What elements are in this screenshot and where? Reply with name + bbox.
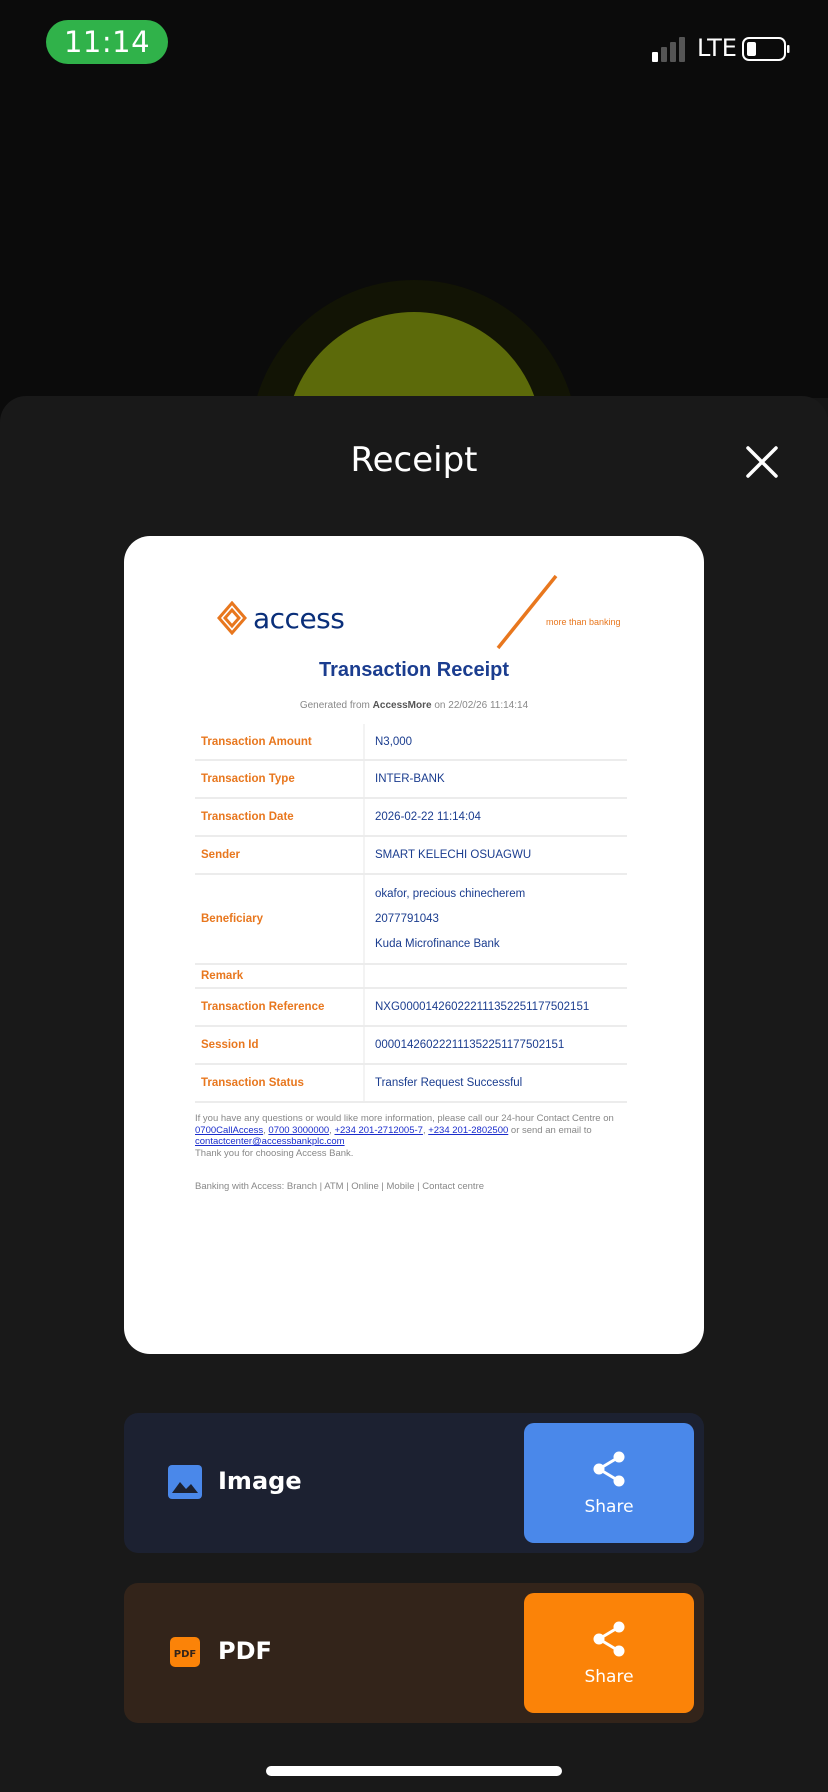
pdf-icon [168, 1635, 202, 1669]
receipt-title: Transaction Receipt [318, 659, 510, 681]
generated-app: AccessMore [372, 700, 432, 711]
row-remark [195, 965, 627, 989]
image-label: Image [218, 1467, 302, 1495]
footer-thanks: Thank you for choosing Access Bank. [195, 1147, 354, 1159]
row-value [365, 965, 627, 987]
brand-name: access [253, 601, 345, 635]
share-pdf-button[interactable] [524, 1593, 694, 1713]
row-label: Transaction Date [195, 799, 365, 835]
row-value [365, 875, 627, 963]
phone-link-2[interactable]: 0700 3000000 [268, 1124, 330, 1136]
row-label: Transaction Type [195, 761, 365, 797]
email-link[interactable]: contactcenter@accessbankplc.com [195, 1136, 345, 1147]
row-label: Transaction Reference [195, 989, 365, 1025]
generated-prefix: Generated from [299, 700, 373, 711]
receipt-footer: If you have any questions or would like more information, please call our 24-hour Contact Centre on 0700CallAccess, 0700 3000000, +234 201-2712005-7, +234 201-2802500 or send an email to contactcenter@accessbankplc.com Thank you for choosing Access Bank. [195, 1113, 614, 1159]
row-value: N3,000 [375, 735, 413, 748]
row-value: Transfer Request Successful [375, 1077, 523, 1089]
row-date [195, 799, 627, 837]
row-sender [195, 837, 627, 875]
beneficiary-account: 2077791043 [375, 913, 439, 925]
image-action-row [124, 1413, 704, 1553]
share-label: Share [584, 1667, 634, 1687]
home-indicator[interactable] [266, 1766, 562, 1776]
footer-channels: Banking with Access: Branch | ATM | Online | Mobile | Contact centre [195, 1181, 485, 1192]
share-image-button[interactable] [524, 1423, 694, 1543]
beneficiary-name: okafor, precious chinecherem [375, 888, 526, 900]
row-status [195, 1065, 627, 1103]
row-label: Beneficiary [195, 875, 365, 963]
share-icon [589, 1619, 629, 1659]
access-logo [217, 598, 344, 638]
network-type: LTE [697, 34, 737, 62]
pdf-label: PDF [218, 1637, 272, 1665]
row-label: Transaction Status [195, 1065, 365, 1101]
status-time: 11:14 [46, 20, 168, 64]
row-value: SMART KELECHI OSUAGWU [375, 849, 532, 861]
row-label: Remark [195, 965, 365, 987]
phone-link-1[interactable]: 0700CallAccess [195, 1124, 264, 1136]
receipt-table [195, 724, 627, 1103]
generated-line [124, 700, 704, 711]
receipt-card [124, 536, 704, 1354]
beneficiary-bank: Kuda Microfinance Bank [375, 938, 500, 950]
share-label: Share [584, 1497, 634, 1517]
row-value: NXG000014260222111352251177502151 [375, 1001, 590, 1013]
footer-intro: If you have any questions or would like more information, please call our 24-hour Contact Centre on [195, 1113, 614, 1124]
phone-link-4[interactable]: +234 201-2802500 [428, 1124, 509, 1136]
phone-link-3[interactable]: +234 201-2712005-7 [334, 1124, 423, 1136]
pdf-action-row [124, 1583, 704, 1723]
row-label: Transaction Amount [195, 724, 365, 759]
row-type [195, 761, 627, 799]
row-session [195, 1027, 627, 1065]
row-value: 000014260222111352251177502151 [375, 1039, 565, 1051]
sheet-title: Receipt [350, 440, 478, 480]
footer-email-prefix: or send an email to [508, 1124, 592, 1136]
row-reference [195, 989, 627, 1027]
row-label: Session Id [195, 1027, 365, 1063]
svg-text:PDF: PDF [173, 1649, 197, 1660]
row-amount [195, 724, 627, 761]
generated-suffix: on 22/02/26 11:14:14 [431, 700, 529, 711]
image-icon [168, 1465, 202, 1499]
row-value: 2026-02-22 11:14:04 [375, 811, 481, 823]
brand-slash-icon [496, 574, 606, 650]
brand-tagline: more than banking [546, 617, 621, 627]
battery-icon [742, 37, 790, 61]
access-diamond-icon [217, 601, 247, 635]
signal-icon [652, 36, 692, 62]
share-icon [589, 1449, 629, 1489]
row-label: Sender [195, 837, 365, 873]
row-value: INTER-BANK [375, 773, 445, 785]
close-icon[interactable] [744, 444, 780, 480]
row-beneficiary [195, 875, 627, 965]
